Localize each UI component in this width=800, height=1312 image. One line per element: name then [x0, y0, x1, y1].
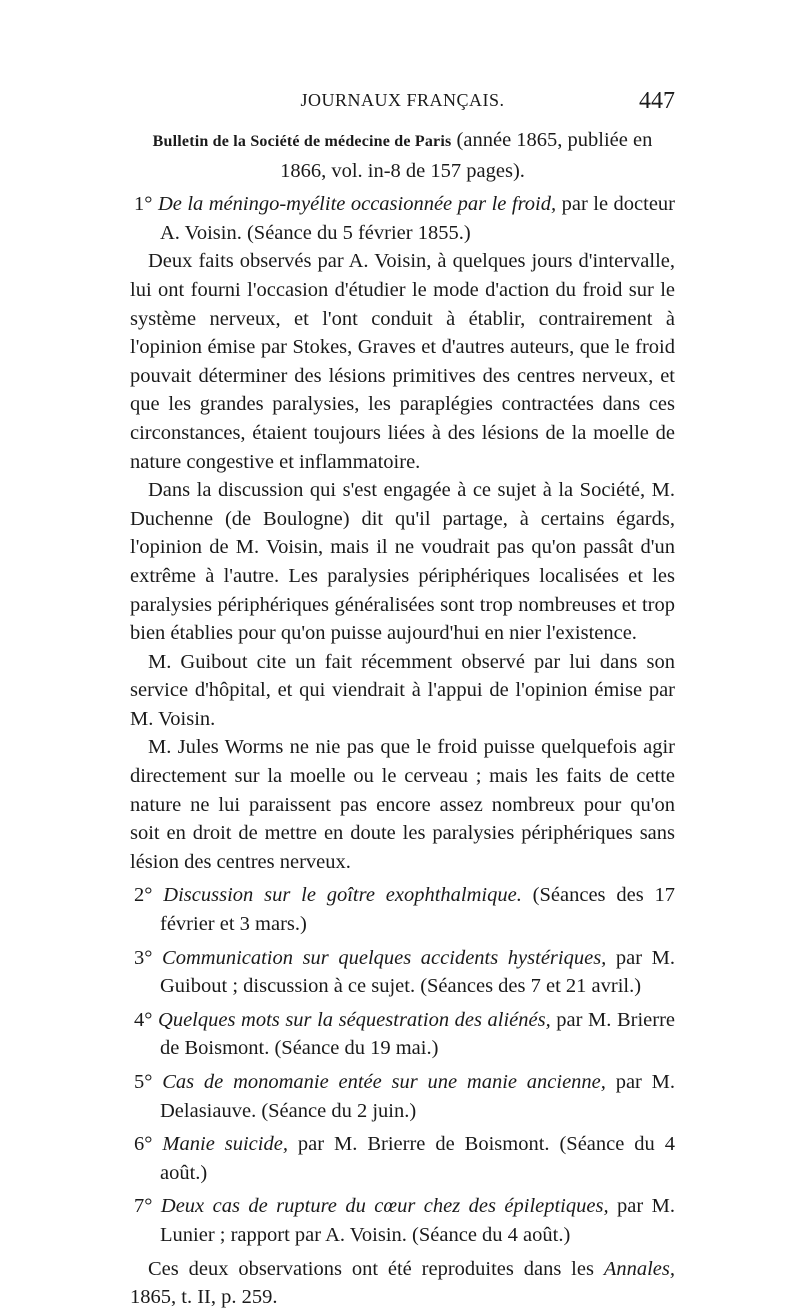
item-title: Deux cas de rupture du cœur chez des épileptiques,	[160, 1195, 609, 1218]
list-item	[130, 1068, 675, 1125]
body-paragraph: Deux faits observés par A. Voisin, à quelques jours d'intervalle, lui ont fourni l'occasion d'étudier le mode d'action du froid sur le système nerveux, et l'ont conduit à établir, contrairement à l'opinion émise par Stokes, Graves et d'autres auteurs, que le froid pouvait déterminer des lésions primitives des centres nerveux, et que les grandes paralysies, les paraplégies contractées dans ces circonstances, étaient toujours liées à des lésions de la moelle de nature congestive et inflammatoire.	[130, 250, 675, 473]
list-item	[130, 1130, 675, 1187]
item-title: De la méningo-myélite occasionnée par le froid,	[157, 193, 557, 216]
list-item	[130, 1006, 675, 1063]
bulletin-details: (année 1865, publiée en 1866, vol. in-8 de 157 pages).	[280, 129, 653, 182]
running-title: JOURNAUX FRANÇAIS.	[300, 90, 505, 110]
item-details: par M. Guibout ; discussion à ce sujet. (Séances des 7 et 21 avril.)	[160, 946, 675, 998]
list-item	[130, 190, 675, 247]
item-title: Quelques mots sur la séquestration des aliénés,	[158, 1008, 551, 1031]
bulletin-title: Bulletin de la Société de médecine de Paris	[152, 133, 452, 150]
page-number: 447	[639, 88, 675, 114]
item-number: 5°	[134, 1071, 153, 1093]
item-details: par le docteur A. Voisin. (Séance du 5 février 1855.)	[160, 193, 675, 244]
running-header	[130, 88, 675, 118]
item-details: par M. Delasiauve. (Séance du 2 juin.)	[160, 1071, 676, 1122]
body-paragraph: M. Guibout cite un fait récemment observé par lui dans son service d'hôpital, et qui viendrait à l'appui de l'opinion émise par M. Voisin.	[130, 650, 675, 730]
closing-paragraph	[130, 1255, 675, 1312]
item-details: (Séances des 17 février et 3 mars.)	[160, 884, 675, 936]
item-details: par M. Lunier ; rapport par A. Voisin. (Séance du 4 août.)	[160, 1195, 675, 1246]
item-number: 6°	[134, 1133, 153, 1156]
item-details: par M. Brierre de Boismont. (Séance du 4 août.)	[160, 1133, 676, 1184]
item-number: 3°	[134, 946, 153, 969]
item-title: Discussion sur le goître exophthalmique.	[163, 884, 522, 907]
body-paragraph: M. Jules Worms ne nie pas que le froid puisse quelquefois agir directement sur la moelle ou le cerveau ; mais les faits de cette nature ne lui paraissent pas encore assez nombreux pour qu'on soit en droit de mettre en doute les paralysies périphériques sans lésion des centres nerveux.	[130, 736, 675, 873]
item-number: 4°	[134, 1008, 153, 1031]
item-title: Manie suicide,	[162, 1133, 288, 1156]
list-item	[130, 944, 675, 1001]
closing-text: Ces deux observations ont été reproduites dans les	[148, 1257, 604, 1280]
item-title: Cas de monomanie entée sur une manie ancienne,	[162, 1071, 606, 1093]
item-number: 7°	[134, 1195, 153, 1218]
list-item	[130, 881, 675, 938]
item-details: par M. Brierre de Boismont. (Séance du 19 mai.)	[160, 1008, 676, 1060]
closing-reference: 1865, t. II, p. 259.	[130, 1286, 278, 1309]
item-number: 2°	[134, 884, 153, 907]
closing-journal: Annales,	[603, 1257, 675, 1280]
page-body	[130, 126, 675, 1312]
item-number: 1°	[134, 193, 153, 216]
body-paragraph: Dans la discussion qui s'est engagée à ce sujet à la Société, M. Duchenne (de Boulogne) dit qu'il partage, à certains égards, l'opinion de M. Voisin, mais il ne voudrait pas qu'on passât d'un extrême à l'autre. Les paralysies périphériques localisées et les paralysies périphériques généralisées sont trop nombreuses et trop bien établies pour qu'on puisse aujourd'hui en nier l'existence.	[130, 479, 675, 645]
item-title: Communication sur quelques accidents hystériques,	[162, 946, 607, 969]
bulletin-heading	[130, 126, 675, 185]
list-item	[130, 1192, 675, 1249]
